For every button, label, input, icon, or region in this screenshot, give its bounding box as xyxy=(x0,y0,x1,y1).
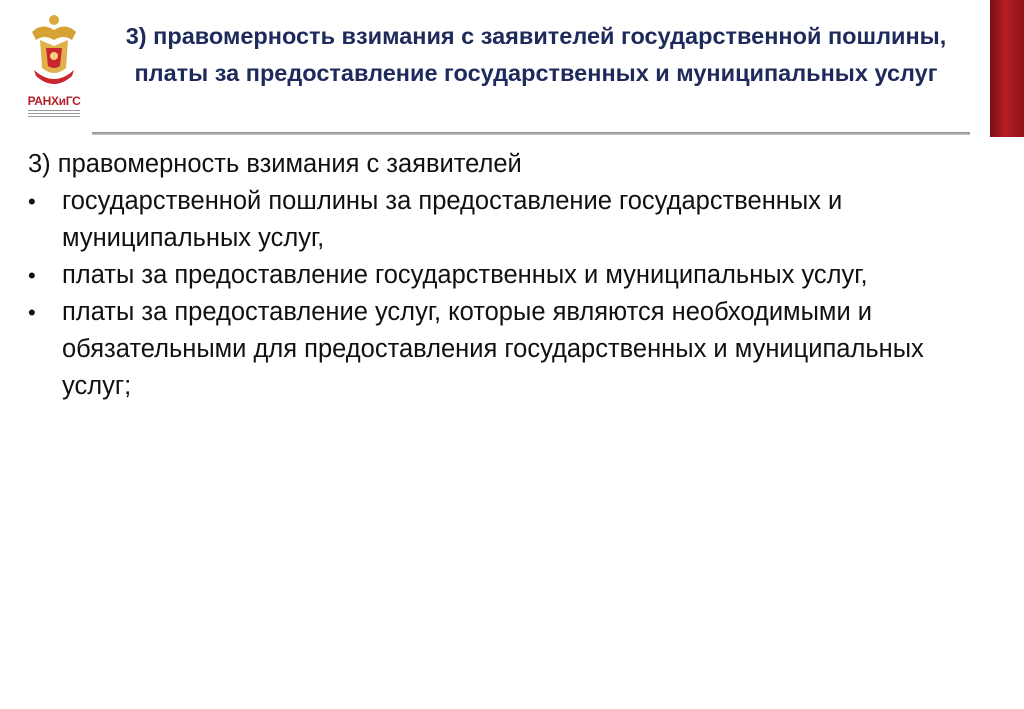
slide-title: 3) правомерность взимания с заявителей государственной пошлины, платы за предоставление государственных и муниципальных услуг xyxy=(125,23,947,86)
title-divider xyxy=(92,132,970,135)
list-item xyxy=(28,294,988,405)
list-item xyxy=(28,183,988,257)
bullet-icon: • xyxy=(28,263,36,288)
intro-line: 3) правомерность взимания с заявителей xyxy=(28,150,522,178)
bullet-icon: • xyxy=(28,189,36,214)
logo-text: РАНХиГС xyxy=(27,94,81,108)
ranepa-logo xyxy=(22,10,86,120)
list-item-text: государственной пошлины за предоставление государственных и муниципальных услуг, xyxy=(62,187,843,252)
eagle-emblem-icon xyxy=(22,10,86,94)
red-accent-bar xyxy=(990,0,1024,137)
list-item-text: платы за предоставление услуг, которые являются необходимыми и обязательными для предоставления государственных и муниципальных услуг; xyxy=(62,298,924,400)
list-item xyxy=(28,257,988,294)
slide-body xyxy=(28,146,988,405)
bullet-list xyxy=(28,183,988,405)
logo-caption-lines xyxy=(28,110,80,118)
list-item-text: платы за предоставление государственных и муниципальных услуг, xyxy=(62,261,868,289)
bullet-icon: • xyxy=(28,300,36,325)
